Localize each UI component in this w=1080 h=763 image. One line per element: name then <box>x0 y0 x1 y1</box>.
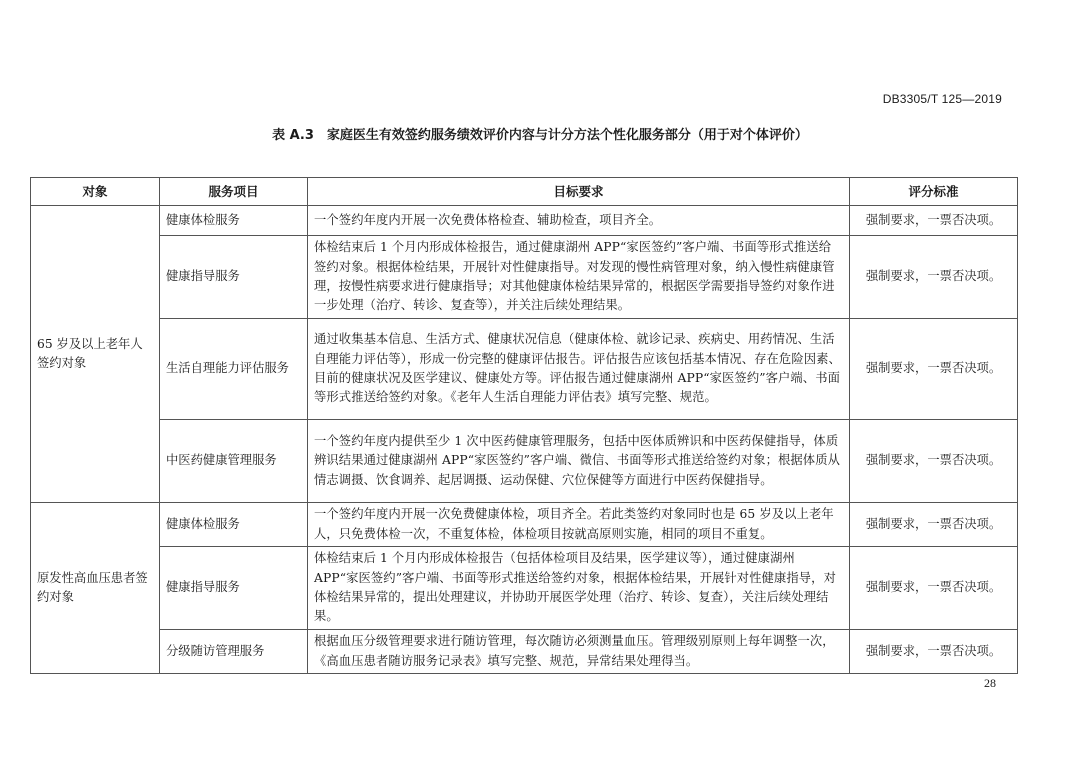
column-header-target: 对象 <box>31 178 160 206</box>
table-header-row <box>31 178 1018 206</box>
requirement-text: 根据血压分级管理要求进行随访管理，每次随访必须测量血压。管理级别原则上每年调整一次，《高血压患者随访服务记录表》填写完整、规范，异常结果处理得当。 <box>308 630 850 674</box>
table-row <box>31 206 1018 236</box>
service-item: 健康指导服务 <box>160 547 308 630</box>
requirement-text: 一个签约年度内提供至少 1 次中医药健康管理服务，包括中医体质辨识和中医药保健指导，体质辨识结果通过健康湖州 APP“家医签约”客户端、微信、书面等形式推送给签约对象；根据体质从情志调摄、饮食调养、起居调摄、运动保健、穴位保健等方面进行中医药保健指导。 <box>308 420 850 503</box>
score-standard: 强制要求，一票否决项。 <box>850 547 1018 630</box>
score-standard: 强制要求，一票否决项。 <box>850 206 1018 236</box>
requirement-text: 通过收集基本信息、生活方式、健康状况信息（健康体检、就诊记录、疾病史、用药情况、生活自理能力评估等），形成一份完整的健康评估报告。评估报告应该包括基本情况、存在危险因素、目前的健康状况及医学建议、健康处方等。评估报告通过健康湖州 APP“家医签约”客户端、书面等形式推送给签约对象。《老年人生活自理能力评估表》填写完整、规范。 <box>308 319 850 420</box>
column-header-service-item: 服务项目 <box>160 178 308 206</box>
score-standard: 强制要求，一票否决项。 <box>850 319 1018 420</box>
requirement-text: 一个签约年度内开展一次免费体格检查、辅助检查，项目齐全。 <box>308 206 850 236</box>
table-row <box>31 236 1018 319</box>
table-row <box>31 503 1018 547</box>
score-standard: 强制要求，一票否决项。 <box>850 630 1018 674</box>
group-target-elderly: 65 岁及以上老年人签约对象 <box>31 206 160 503</box>
table-row <box>31 420 1018 503</box>
service-item: 分级随访管理服务 <box>160 630 308 674</box>
requirement-text: 体检结束后 1 个月内形成体检报告（包括体检项目及结果，医学建议等），通过健康湖州 APP“家医签约”客户端、书面等形式推送给签约对象，根据体检结果，开展针对性健康指导，对体检结果异常的，提出处理建议，并协助开展医学处理（治疗、转诊、复查），关注后续处理结果。 <box>308 547 850 630</box>
service-item: 中医药健康管理服务 <box>160 420 308 503</box>
table-row <box>31 547 1018 630</box>
requirement-text: 一个签约年度内开展一次免费健康体检，项目齐全。若此类签约对象同时也是 65 岁及以上老年人，只免费体检一次，不重复体检，体检项目按就高原则实施，相同的项目不重复。 <box>308 503 850 547</box>
table-title: 表 A.3 家庭医生有效签约服务绩效评价内容与计分方法个性化服务部分（用于对个体评价） <box>272 128 808 143</box>
column-header-score: 评分标准 <box>850 178 1018 206</box>
requirement-text: 体检结束后 1 个月内形成体检报告，通过健康湖州 APP“家医签约”客户端、书面等形式推送给签约对象。根据体检结果，开展针对性健康指导。对发现的慢性病管理对象，纳入慢性病健康管理，按慢性病要求进行健康指导；对其他健康体检结果异常的，根据医学需要指导签约对象作进一步处理（治疗、转诊、复查等），并关注后续处理结果。 <box>308 236 850 319</box>
group-target-hypertension: 原发性高血压患者签约对象 <box>31 503 160 674</box>
column-header-requirement: 目标要求 <box>308 178 850 206</box>
page-number: 28 <box>984 676 996 690</box>
service-item: 健康体检服务 <box>160 503 308 547</box>
score-standard: 强制要求，一票否决项。 <box>850 236 1018 319</box>
service-item: 生活自理能力评估服务 <box>160 319 308 420</box>
evaluation-table <box>30 177 1018 674</box>
service-item: 健康体检服务 <box>160 206 308 236</box>
document-code: DB3305/T 125—2019 <box>882 92 1002 106</box>
score-standard: 强制要求，一票否决项。 <box>850 420 1018 503</box>
service-item: 健康指导服务 <box>160 236 308 319</box>
score-standard: 强制要求，一票否决项。 <box>850 503 1018 547</box>
table-row <box>31 319 1018 420</box>
table-row <box>31 630 1018 674</box>
